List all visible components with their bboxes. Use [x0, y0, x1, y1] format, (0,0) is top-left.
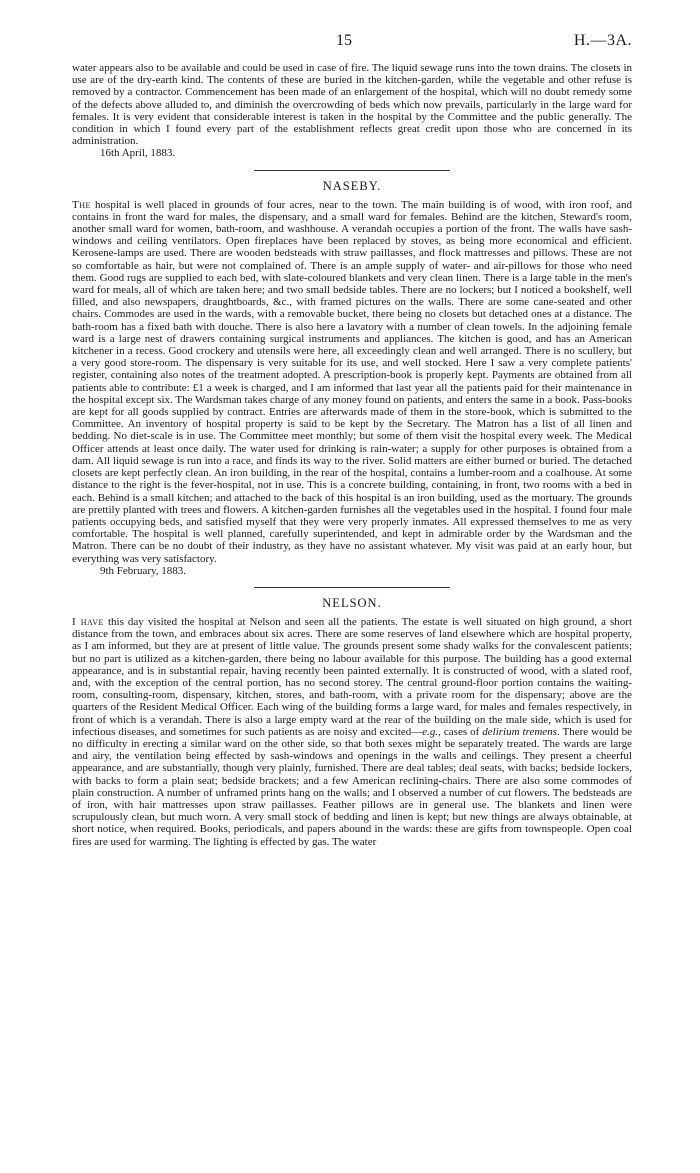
previous-section-paragraph: water appears also to be available and could be used in case of fire. The liquid sewage runs into the town drains. The closets in use are of the dry-earth kind. The contents of these are buried in the kitchen-garden, while the vegetable and other refuse is removed by a contractor. Commencement has been made of an enlargement of the hospital, which will no doubt remedy some of the defects above alluded to, and diminish the overcrowding of beds which now prevails, particularly in the large ward for females. It is very evident that considerable interest is taken in the hospital by the Committee and the public generally. The condition in which I found every part of the establishment reflects great credit upon those who are concerned in its administration. [72, 62, 632, 148]
nelson-body-part3: . There would be no difficulty in erecting a similar ward on the other side, so that both sexes might be separately treated. The wards are large and airy, the ventilation being effected by sash-windows and openings in the walls and ceilings. They present a cheerful appearance, and are substantially, though very plainly, furnished. There are deal tables; deal seats, with backs; bedside lockers, with backs to form a plain seat; bedside brackets; and a few American reclining-chairs. There are also some commodes of plain construction. A number of unframed prints hang on the walls; and I observed a number of cut flowers. The bedsteads are of iron, with hair mattresses upon straw paillasses. Feather pillows are in general use. The blankets and linen were scrupulously clean, but much worn. A very small stock of bedding and linen is kept; but new things are always obtainable, at short notice, when required. Books, periodicals, and papers abound in the wards: these are gifts from townspeople. Open coal fires are used for warming. The lighting is effected by gas. The water [72, 725, 632, 848]
naseby-lead-word: The [72, 198, 91, 211]
section-divider [254, 587, 450, 588]
nelson-eg: e.g. [422, 725, 439, 738]
naseby-date: 9th February, 1883. [100, 564, 187, 577]
naseby-heading: NASEBY. [322, 178, 382, 193]
nelson-body-part2: , cases of [438, 725, 480, 738]
previous-section-date: 16th April, 1883. [100, 147, 176, 160]
section-divider [254, 170, 450, 171]
nelson-body-part1: this day visited the hospital at Nelson and seen all the patients. The estate is well situated on high ground, a short distance from the town, and embraces about six acres. There are some reserves of land elsewhere which are hospital property, as I am informed, but they are at present of little value. The grounds present some shady walks for the convalescent patients; but no part is utilized as a kitchen-garden, there being no labour available for this purpose. The building has a good external appearance, and is in substantial repair, having recently been painted externally. It is constructed of wood, with a slated roof, and, with the exception of the central portion, has no second storey. The central ground-floor portion contains the waiting-room, consulting-room, dispensary, kitchen, stores, and bath-room, with a private room for the dispensary; above are the quarters of the Resident Medical Officer. Each wing of the building forms a large ward, for males and females respectively, in front of which is a verandah. There is also a large empty ward at the rear of the building on the male side, which is used for infectious diseases, and sometimes for such patients as are noisy and excited— [72, 615, 632, 738]
document-reference: H.—3A. [573, 32, 632, 49]
page-header [72, 32, 632, 62]
nelson-heading: NELSON. [322, 595, 382, 610]
nelson-paragraph [72, 616, 632, 848]
document-page [72, 32, 632, 848]
nelson-lead-word: I have [72, 615, 104, 628]
page-number: 15 [336, 32, 352, 49]
naseby-body: hospital is well placed in grounds of four acres, near to the town. The main building is of wood, with iron roof, and contains in front the ward for males, the dispensary, and a small ward for females. Behind are the kitchen, Steward's room, another small ward for women, bath-room, and washhouse. A verandah occupies a portion of the front. The walls have sash-windows and ceiling ventilators. Open fireplaces have been replaced by stoves, as being more economical and efficient. Kerosene-lamps are used. There are wooden bedsteads with straw paillasses, and flock mattresses and pillows. These are not so comfortable as hair, but were not complained of. There is an ample supply of water- and air-pillows for those who need them. Good rugs are supplied to each bed, with slate-coloured blankets and very clean linen. There is a large table in the men's ward for meals, all of which are taken here; and two small bedside tables. There are no lockers; but I noticed a bookshelf, well filled, and also newspapers, draughtboards, &c., with framed pictures on the walls. There are some cane-seated and other chairs. Commodes are used in the wards, with a removable bucket, there being no closets but detached ones at a distance. The bath-room has a fixed bath with douche. There is also here a lavatory with a number of clean towels. In the adjoining female ward is a large nest of drawers containing surgical instruments and appliances. The kitchen is good, and has an American kitchener in a recess. Good crockery and utensils were here, all exceedingly clean and well arranged. There is no scullery, but a very good store-room. The dispensary is very suitable for its use, and well stocked. Here I saw a very complete patients' register, containing also notes of the treatment adopted. A prescription-book is properly kept. Payments are obtained from all patients able to contribute: £1 a week is charged, and I am informed that last year all the patients paid for their maintenance in the hospital except six. The Wardsman takes charge of any money found on patients, and enters the same in a book. Pass-books are kept for all goods supplied by contract. Entries are afterwards made of them in the store-book, which is submitted to the Committee. An inventory of hospital property is said to be kept by the Secretary. The Matron has a list of all linen and bedding. No diet-scale is in use. The Committee meet monthly; but some of them visit the hospital every week. The Medical Officer attends at least once daily. The water used for drinking is rain-water; a supply for other purposes is obtained from a dam. All liquid sewage is run into a race, and finds its way to the river. Solid matters are either burned or buried. The detached closets are kept perfectly clean. An iron building, in the rear of the hospital, contains a lumber-room and a coalhouse. At some distance to the right is the fever-hospital, not in use. This is a concrete building, containing, in front, two rooms with a bed in each. Behind is a small kitchen; and attached to the back of this hospital is an iron building, used as the mortuary. The grounds are prettily planted with trees and flowers. A kitchen-garden furnishes all the vegetables used in the hospital. I found four male patients occupying beds, and satisfied myself that they were very properly inmates. All expressed themselves to me as very comfortable. The hospital is well planned, carefully superintended, and kept in admirable order by the Wardsman and the Matron. There can be no doubt of their industry, as they have no assistant whatever. My visit was paid at an early hour, but everything was very satisfactory. [72, 198, 633, 565]
naseby-paragraph [72, 199, 632, 565]
nelson-delirium-tremens: delirium tremens [482, 725, 557, 738]
